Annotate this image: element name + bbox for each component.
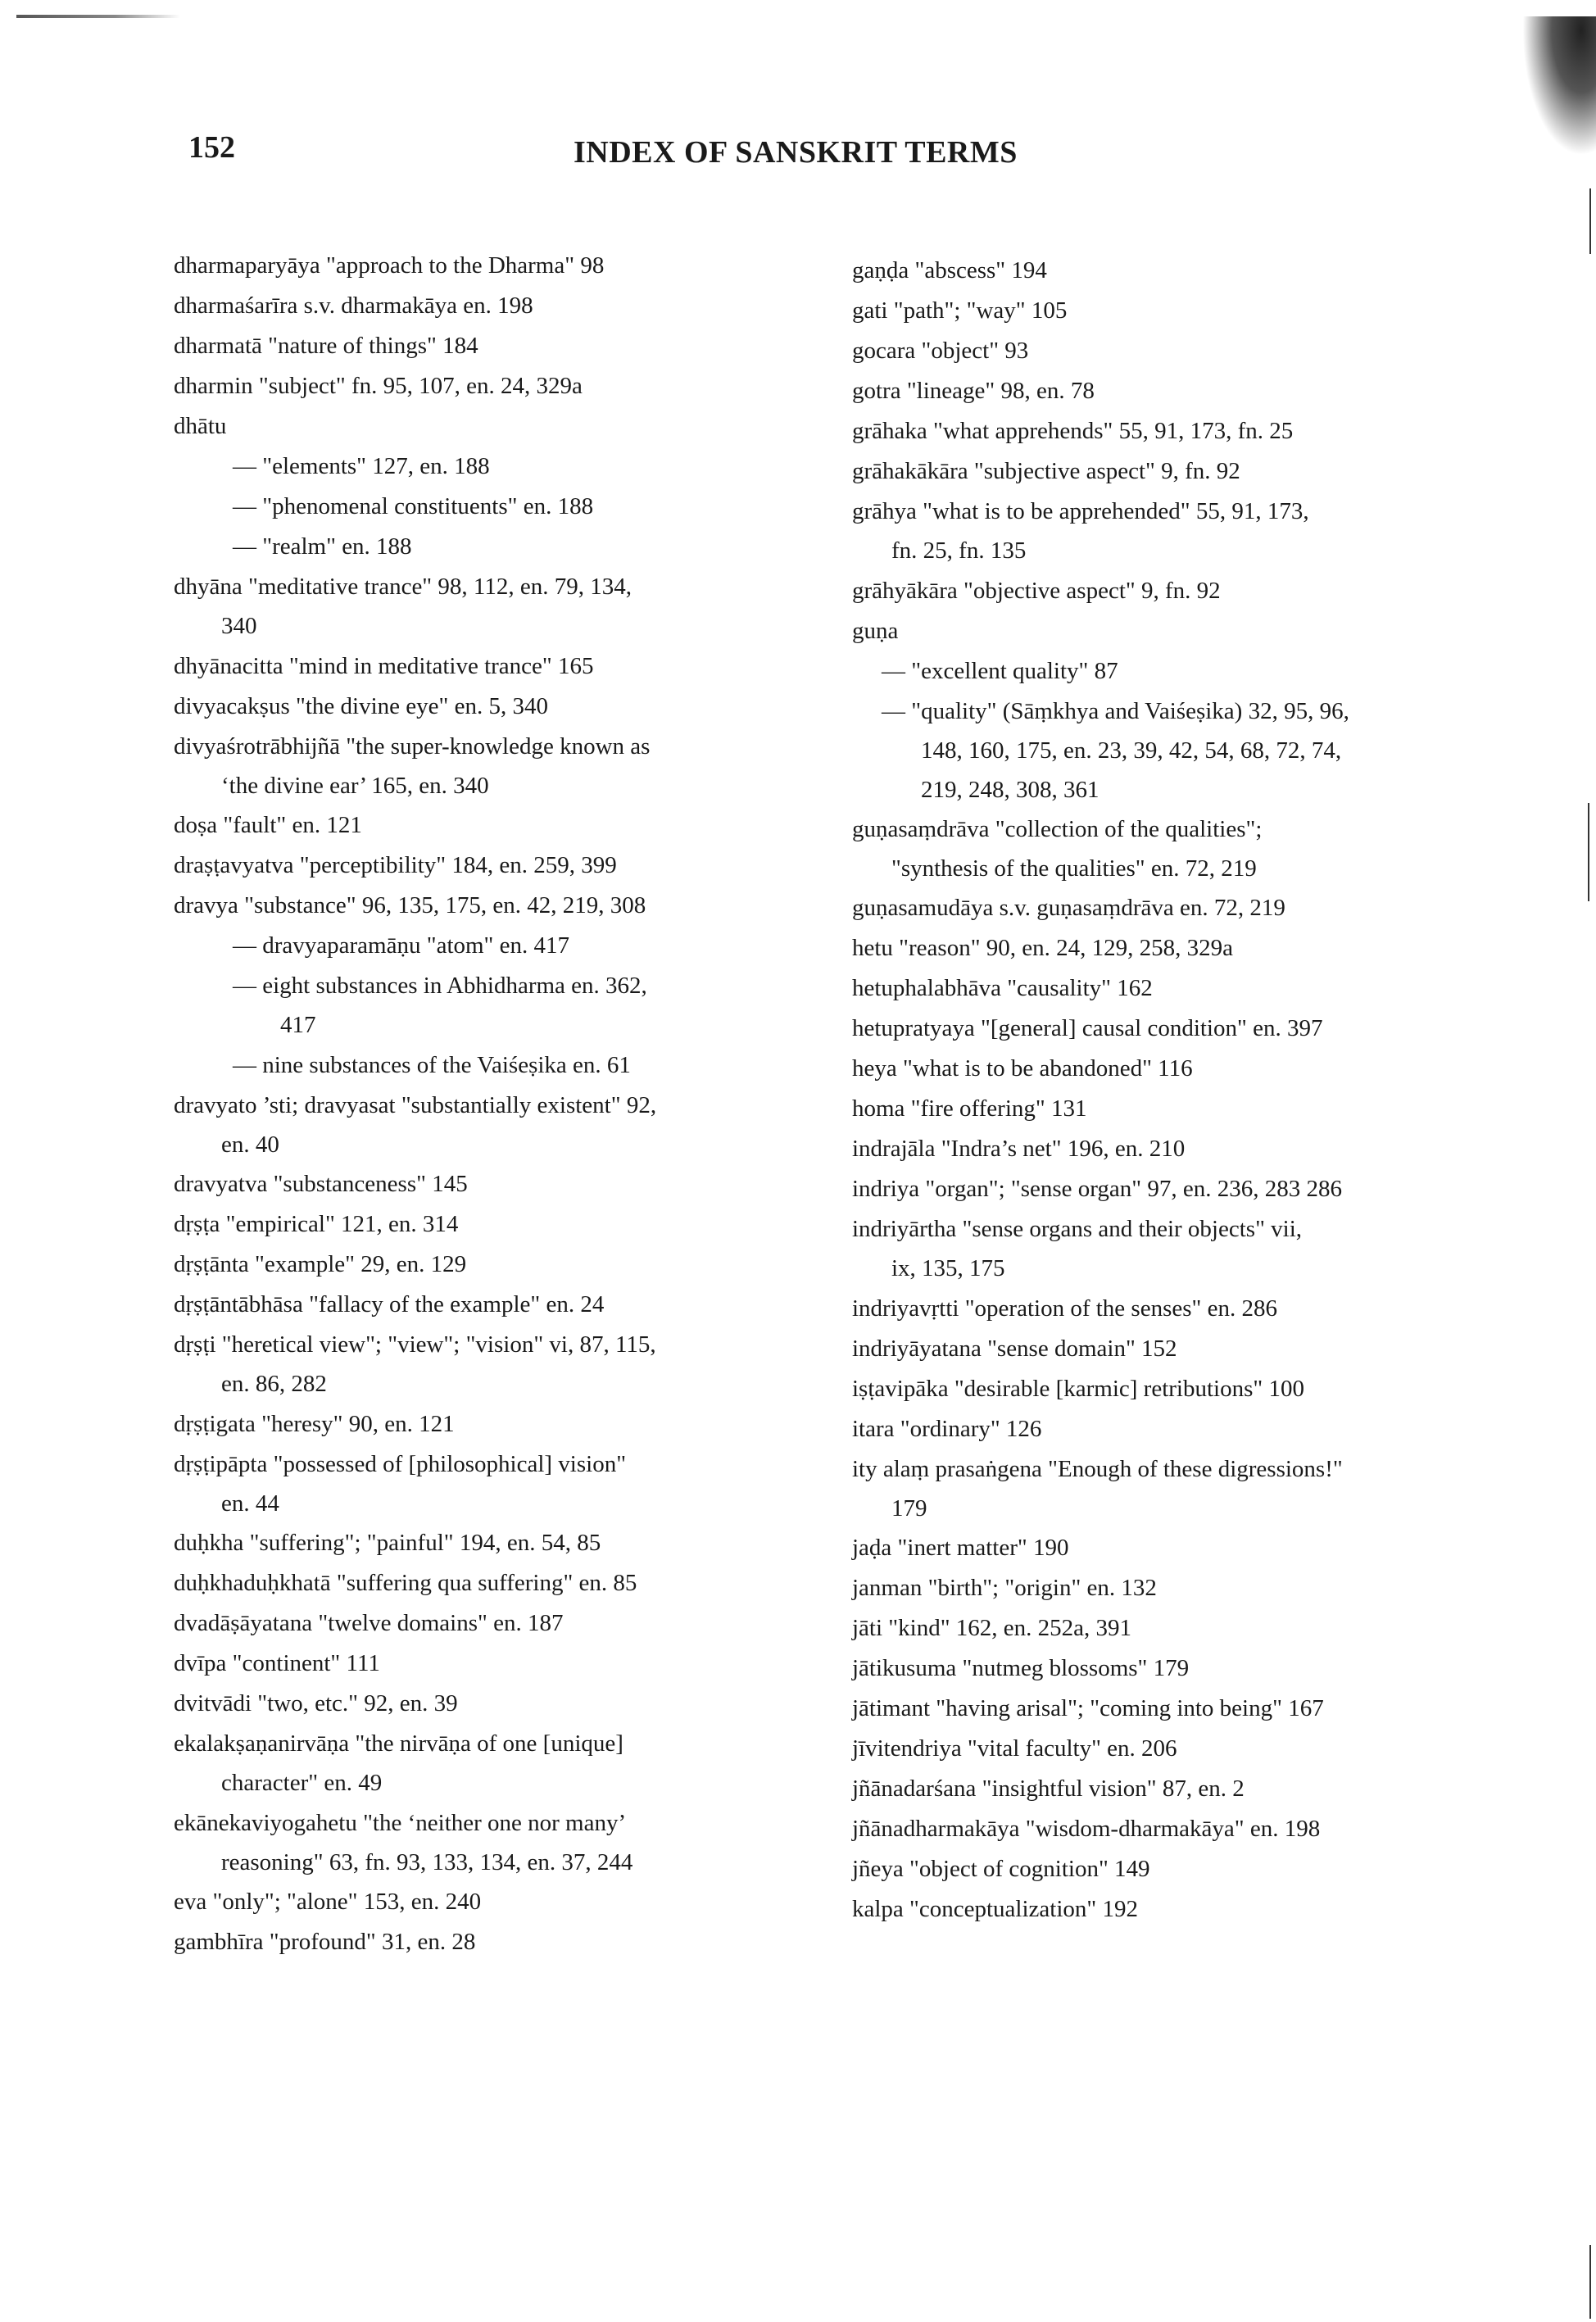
index-entry-text: gambhīra "profound" 31, en. 28 <box>174 1929 476 1955</box>
index-entry-text: dhātu <box>174 413 227 439</box>
index-entry-text: dharmin "subject" fn. 95, 107, en. 24, 329a <box>174 373 583 399</box>
index-entry-text: jāti "kind" 162, en. 252a, 391 <box>852 1615 1132 1641</box>
index-entry-text: indriyavṛtti "operation of the senses" en. 286 <box>852 1295 1277 1322</box>
index-entry <box>852 571 1221 610</box>
index-entry-text: ekānekaviyogahetu "the ‘neither one nor many’ <box>174 1809 627 1836</box>
page-number: 152 <box>188 130 235 165</box>
index-entry-continuation: character" en. 49 <box>221 1770 383 1796</box>
index-entry-text: dharmaśarīra s.v. dharmakāya en. 198 <box>174 293 533 319</box>
index-entry <box>233 487 593 526</box>
index-entry-text: gocara "object" 93 <box>852 338 1029 364</box>
index-entry-text: divyaśrotrābhijñā "the super-knowledge known as <box>174 732 651 760</box>
index-entry <box>174 687 548 726</box>
index-entry-text: hetuphalabhāva "causality" 162 <box>852 975 1153 1001</box>
index-entry <box>852 1169 1342 1209</box>
index-entry-text: — "excellent quality" 87 <box>882 657 1118 684</box>
index-entry <box>174 805 362 845</box>
index-entry <box>852 291 1067 330</box>
index-entry <box>852 968 1153 1008</box>
index-entry <box>852 1289 1277 1328</box>
index-entry-text: grāhyākāra "objective aspect" 9, fn. 92 <box>852 577 1221 604</box>
index-entry-text: jaḍa "inert matter" 190 <box>852 1535 1069 1561</box>
index-entry-text: dṛṣṭipāpta "possessed of [philosophical] vision" <box>174 1450 627 1477</box>
index-entry-text: eva "only"; "alone" 153, en. 240 <box>174 1889 482 1915</box>
index-entry-text: jñānadharmakāya "wisdom-dharmakāya" en. 198 <box>852 1816 1321 1842</box>
index-entry-text: dvadāṣāyatana "twelve domains" en. 187 <box>174 1610 564 1636</box>
index-entry <box>174 286 533 325</box>
index-entry-text: indriya "organ"; "sense organ" 97, en. 236, 283 286 <box>852 1176 1342 1202</box>
index-entry-continuation: 179 <box>891 1494 927 1522</box>
index-entry-text: dṛṣṭānta "example" 29, en. 129 <box>174 1251 467 1277</box>
index-entry-text: grāhakākāra "subjective aspect" 9, fn. 92 <box>852 458 1240 484</box>
index-entry <box>233 1045 631 1085</box>
index-entry <box>174 1922 475 1961</box>
index-entry-text: dharmatā "nature of things" 184 <box>174 333 478 359</box>
index-entry <box>852 611 898 651</box>
index-entry-text: hetupratyaya "[general] causal condition" en. 397 <box>852 1015 1323 1041</box>
index-entry-text: guṇa <box>852 617 899 644</box>
index-entry <box>852 1369 1304 1408</box>
page-title: INDEX OF SANSKRIT TERMS <box>574 135 1018 170</box>
index-entry <box>852 1129 1185 1168</box>
index-entry <box>174 646 593 686</box>
index-entry-text: heya "what is to be abandoned" 116 <box>852 1055 1193 1082</box>
index-entry-continuation: 417 <box>280 1012 316 1038</box>
index-entry <box>174 886 646 925</box>
index-entry <box>852 411 1293 451</box>
index-entry <box>174 1803 633 1882</box>
index-entry <box>233 926 569 965</box>
index-entry <box>174 1245 466 1284</box>
index-entry-text: gati "path"; "way" 105 <box>852 297 1068 324</box>
index-entry <box>174 1444 626 1523</box>
index-entry <box>852 371 1095 410</box>
index-entry-text: grāhaka "what apprehends" 55, 91, 173, fn. 25 <box>852 418 1294 444</box>
index-entry <box>233 966 647 1045</box>
index-entry-text: dvitvādi "two, etc." 92, en. 39 <box>174 1690 458 1717</box>
index-entry <box>852 810 1262 888</box>
index-entry <box>174 727 650 805</box>
index-entry <box>174 1684 458 1723</box>
index-entry-text: indrajāla "Indra’s net" 196, en. 210 <box>852 1136 1186 1162</box>
index-entry-continuation: 340 <box>221 613 257 639</box>
index-entry <box>174 1404 455 1444</box>
index-entry-text: dṛṣṭigata "heresy" 90, en. 121 <box>174 1410 455 1437</box>
index-entry-continuation: reasoning" 63, fn. 93, 133, 134, en. 37, 244 <box>221 1848 633 1875</box>
index-entry <box>882 692 1349 810</box>
index-entry-text: divyacakṣus "the divine eye" en. 5, 340 <box>174 692 548 719</box>
index-entry-text: duḥkhaduḥkhatā "suffering qua suffering" en. 85 <box>174 1570 637 1596</box>
index-entry-text: dhyāna "meditative trance" 98, 112, en. 79, 134, <box>174 574 632 600</box>
index-entry-continuation: ‘the divine ear’ 165, en. 340 <box>221 772 489 799</box>
index-entry-text: homa "fire offering" 131 <box>852 1095 1087 1122</box>
index-entry-continuation: fn. 25, fn. 135 <box>891 537 1027 564</box>
index-entry <box>174 1164 468 1204</box>
index-entry-text: — "elements" 127, en. 188 <box>233 453 490 479</box>
index-entry <box>852 251 1047 290</box>
index-entry <box>852 1329 1177 1368</box>
index-entry <box>852 1649 1189 1688</box>
index-entry-text: guṇasamudāya s.v. guṇasaṃdrāva en. 72, 219 <box>852 895 1285 921</box>
index-entry <box>852 1449 1343 1528</box>
index-entry-text: duḥkha "suffering"; "painful" 194, en. 54, 85 <box>174 1530 601 1556</box>
index-entry <box>852 1209 1302 1288</box>
index-entry-text: jātikusuma "nutmeg blossoms" 179 <box>852 1655 1190 1681</box>
index-entry <box>852 1889 1138 1929</box>
index-entry <box>882 651 1118 691</box>
index-entry <box>852 331 1028 370</box>
index-entry <box>174 1325 656 1404</box>
index-entry <box>852 1409 1041 1449</box>
index-entry-text: itara "ordinary" 126 <box>852 1415 1042 1442</box>
index-entry-text: grāhya "what is to be apprehended" 55, 91, 173, <box>852 498 1309 524</box>
index-entry <box>174 326 478 365</box>
index-entry <box>852 1809 1320 1848</box>
index-entry-text: dhyānacitta "mind in meditative trance" 165 <box>174 652 594 679</box>
index-entry-text: — "phenomenal constituents" en. 188 <box>233 493 594 519</box>
index-entry <box>852 928 1233 968</box>
index-entry-text: indriyāyatana "sense domain" 152 <box>852 1335 1177 1362</box>
index-entry-text: draṣṭavyatva "perceptibility" 184, en. 259, 399 <box>174 852 617 878</box>
index-entry <box>852 1568 1157 1608</box>
index-entry-text: iṣṭavipāka "desirable [karmic] retributions" 100 <box>852 1375 1304 1402</box>
index-entry-text: dṛṣṭi "heretical view"; "view"; "vision" vi, 87, 115, <box>174 1331 656 1358</box>
index-entry <box>852 1729 1177 1768</box>
index-entry <box>174 366 583 406</box>
index-entry <box>852 451 1240 491</box>
index-entry-text: jīvitendriya "vital faculty" en. 206 <box>852 1735 1177 1762</box>
index-entry <box>852 1608 1131 1648</box>
index-entry <box>174 1204 458 1244</box>
index-entry <box>174 1644 380 1683</box>
index-entry <box>174 1882 481 1921</box>
index-entry-text: gotra "lineage" 98, en. 78 <box>852 378 1095 404</box>
index-entry-continuation: en. 44 <box>221 1490 279 1517</box>
index-entry <box>174 1086 656 1164</box>
index-entry-text: ekalakṣaṇanirvāṇa "the nirvāṇa of one [unique] <box>174 1730 623 1757</box>
index-entry <box>174 1724 623 1803</box>
index-entry-text: janman "birth"; "origin" en. 132 <box>852 1575 1157 1601</box>
index-entry-text: — dravyaparamāṇu "atom" en. 417 <box>233 932 570 959</box>
index-entry <box>174 1285 604 1324</box>
index-entry-continuation: ix, 135, 175 <box>891 1255 1005 1281</box>
index-entry <box>852 888 1285 927</box>
index-entry <box>233 527 412 566</box>
index-entry <box>852 1009 1322 1048</box>
index-entry-text: indriyārtha "sense organs and their objects" vii, <box>852 1216 1303 1242</box>
index-entry-text: jñeya "object of cognition" 149 <box>852 1856 1150 1882</box>
index-entry <box>174 1603 563 1643</box>
index-entry-continuation: 148, 160, 175, en. 23, 39, 42, 54, 68, 72, 74, <box>921 737 1342 764</box>
index-entry <box>174 1523 601 1562</box>
index-entry-text: jātimant "having arisal"; "coming into being" 167 <box>852 1695 1324 1721</box>
index-entry <box>852 1689 1324 1728</box>
index-entry <box>852 1769 1245 1808</box>
index-entry <box>852 1849 1150 1889</box>
index-entry-text: dṛṣṭāntābhāsa "fallacy of the example" en. 24 <box>174 1291 605 1317</box>
index-entry <box>852 1089 1086 1128</box>
index-entry <box>852 1528 1068 1567</box>
index-entry <box>174 567 632 646</box>
index-entry-text: dṛṣṭa "empirical" 121, en. 314 <box>174 1211 459 1237</box>
index-entry <box>852 1049 1193 1088</box>
index-entry-continuation: "synthesis of the qualities" en. 72, 219 <box>891 855 1257 882</box>
index-entry-text: gaṇḍa "abscess" 194 <box>852 257 1047 283</box>
index-entry-text: doṣa "fault" en. 121 <box>174 812 362 838</box>
index-entry-text: guṇasaṃdrāva "collection of the qualities"; <box>852 815 1263 842</box>
index-entry-text: hetu "reason" 90, en. 24, 129, 258, 329a <box>852 935 1234 961</box>
index-entry <box>852 492 1309 570</box>
index-entry <box>174 1563 637 1603</box>
index-entry-continuation: en. 40 <box>221 1131 279 1158</box>
index-entry <box>174 406 226 446</box>
index-entry-text: — eight substances in Abhidharma en. 362, <box>233 973 647 999</box>
index-entry <box>174 246 604 285</box>
index-entry-text: kalpa "conceptualization" 192 <box>852 1896 1138 1922</box>
index-entry <box>233 447 490 486</box>
index-entry-text: — "realm" en. 188 <box>233 533 412 560</box>
index-entry-text: dharmaparyāya "approach to the Dharma" 98 <box>174 252 605 279</box>
index-entry-text: dravyato ’sti; dravyasat "substantially existent" 92, <box>174 1091 657 1118</box>
index-entry-text: — "quality" (Sāṃkhya and Vaiśeṣika) 32, 95, 96, <box>882 697 1349 724</box>
index-entry <box>174 846 617 885</box>
index-entry-text: dravyatva "substanceness" 145 <box>174 1171 468 1197</box>
index-entry-text: ity alaṃ prasaṅgena "Enough of these digressions!" <box>852 1455 1343 1482</box>
index-entry-text: — nine substances of the Vaiśeṣika en. 61 <box>233 1051 631 1078</box>
index-entry-continuation: en. 86, 282 <box>221 1371 327 1397</box>
index-entry-text: jñānadarśana "insightful vision" 87, en. 2 <box>852 1776 1245 1802</box>
scan-artifact-top <box>16 15 180 18</box>
index-entry-text: dravya "substance" 96, 135, 175, en. 42, 219, 308 <box>174 892 646 918</box>
index-entry-continuation: 219, 248, 308, 361 <box>921 776 1100 803</box>
index-entry-text: dvīpa "continent" 111 <box>174 1650 380 1676</box>
scan-artifact-right-edge <box>1581 16 1596 2311</box>
